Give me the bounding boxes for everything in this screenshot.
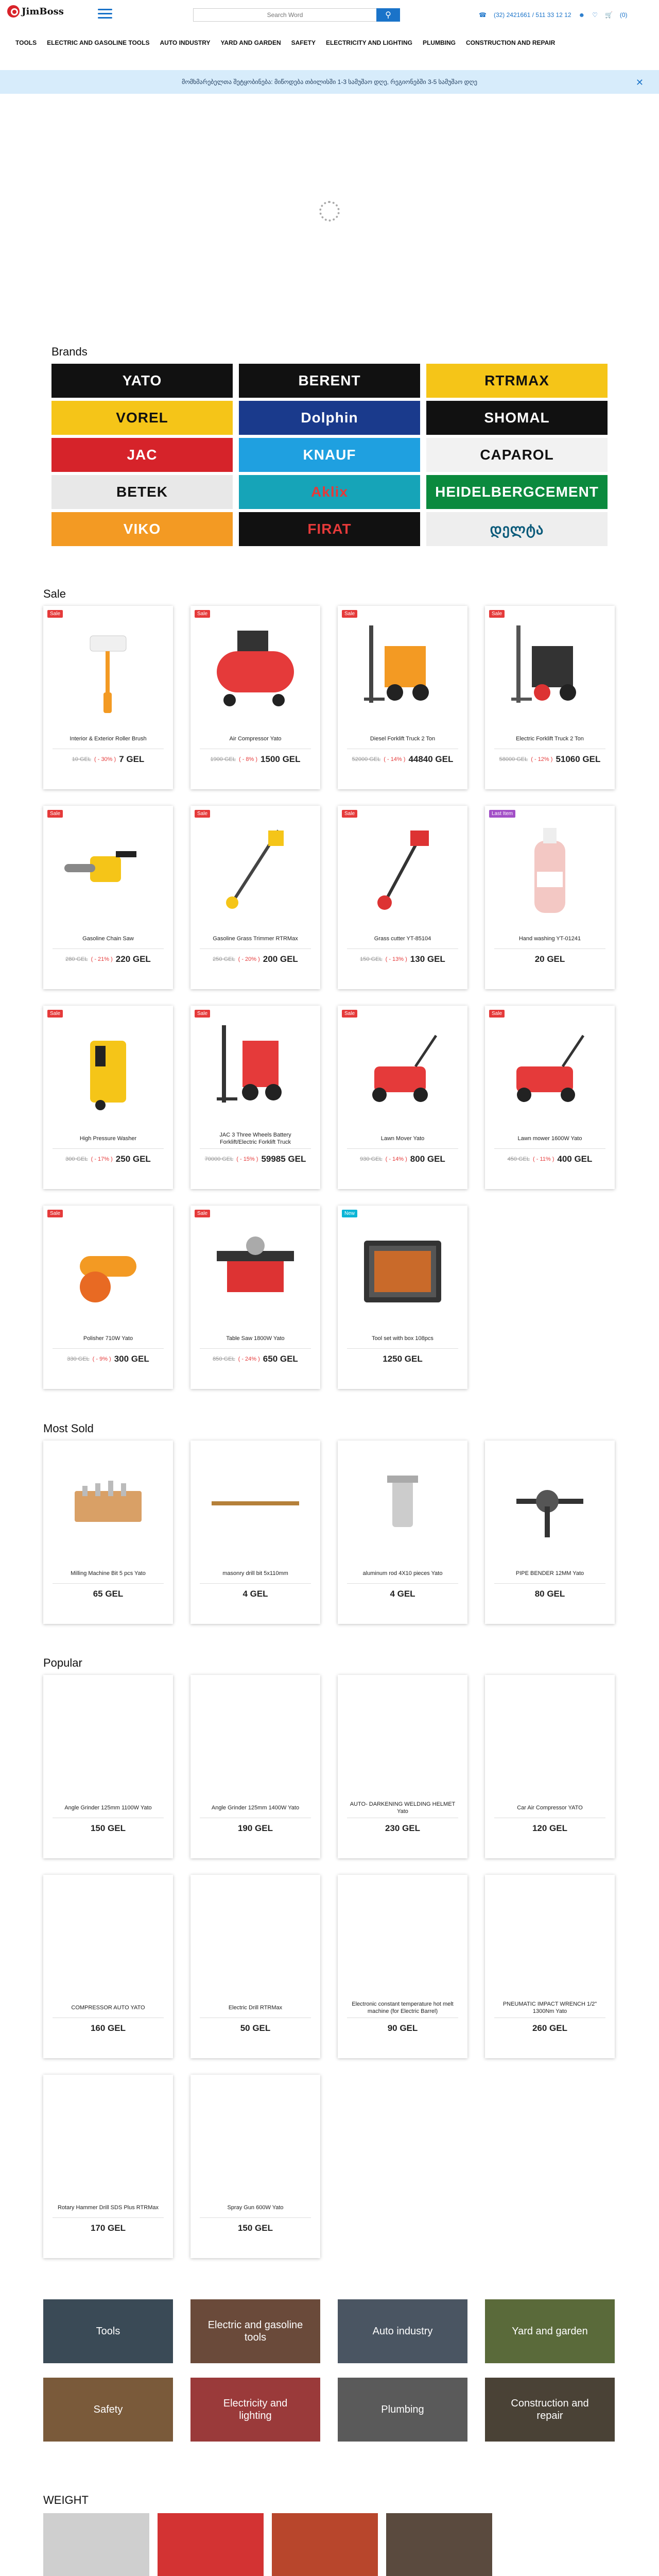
brand-logo[interactable]: დელტა [426,512,608,546]
current-price: 50 GEL [240,2023,271,2033]
product-card[interactable] [190,2075,320,2258]
cart-icon[interactable]: 🛒 [604,11,613,19]
product-badge: Sale [342,610,357,618]
brand-logo[interactable]: FIRAT [239,512,420,546]
product-badge: Sale [342,1010,357,1018]
product-price [347,954,458,964]
product-card[interactable] [338,1440,467,1624]
product-image[interactable] [201,1215,309,1323]
product-image-wrap[interactable] [494,810,605,928]
product-name[interactable]: Table Saw 1800W Yato [200,1328,311,1349]
product-name[interactable]: Car Air Compressor YATO [494,1798,605,1818]
product-image[interactable] [349,1015,457,1123]
product-price [53,954,164,964]
menu-icon[interactable] [98,9,112,19]
product-card[interactable] [190,1206,320,1389]
current-price: 200 GEL [263,954,298,964]
product-badge: Sale [195,810,210,818]
brand-logo[interactable]: Dolphin [239,401,420,435]
weight-banner-image[interactable] [158,2513,264,2576]
old-price: 10 GEL [72,756,91,762]
product-image-wrap[interactable] [494,1879,605,1997]
brand-logo[interactable]: KNAUF [239,438,420,472]
product-price [200,2023,311,2033]
nav-yard-garden[interactable]: YARD AND GARDEN [220,39,281,46]
product-image[interactable] [54,1215,162,1323]
old-price: 250 GEL [213,956,235,962]
product-price [347,754,458,765]
product-card[interactable] [43,1440,173,1624]
current-price: 7 GEL [119,754,145,764]
nav-construction[interactable]: CONSTRUCTION AND REPAIR [465,39,556,46]
current-price: 260 GEL [532,2023,568,2033]
product-badge: Sale [195,1210,210,1217]
product-name[interactable]: Angle Grinder 125mm 1400W Yato [200,1798,311,1818]
weight-banner-image[interactable] [272,2513,378,2576]
brand-logo[interactable]: VIKO [51,512,233,546]
product-card[interactable] [338,606,467,789]
product-card[interactable] [485,1875,615,2058]
section-title: WEIGHT [43,2494,89,2506]
current-price: 230 GEL [385,1823,421,1833]
product-card[interactable] [190,606,320,789]
product-image[interactable] [496,1450,604,1558]
current-price: 300 GEL [114,1354,149,1364]
product-image-wrap[interactable] [53,2079,164,2197]
product-image-wrap[interactable] [200,1679,311,1798]
product-price [53,754,164,765]
product-name[interactable]: Angle Grinder 125mm 1100W Yato [53,1798,164,1818]
old-price: 58000 GEL [499,756,528,762]
product-image[interactable] [201,815,309,923]
product-badge: Sale [47,1210,63,1217]
product-image-wrap[interactable] [200,1210,311,1328]
product-price [53,1823,164,1834]
product-card[interactable] [485,606,615,789]
product-image-wrap[interactable] [200,610,311,728]
product-price [494,1154,605,1164]
product-price [494,954,605,964]
current-price: 150 GEL [90,1823,126,1833]
product-image[interactable] [54,615,162,723]
brand-logo[interactable]: SHOMAL [426,401,608,435]
product-image-wrap[interactable] [347,810,458,928]
product-name[interactable]: Rotary Hammer Drill SDS Plus RTRMax [53,2197,164,2218]
search-bar [193,8,400,22]
product-image[interactable] [349,1450,457,1558]
product-image-wrap[interactable] [200,1879,311,1997]
heart-icon[interactable]: ♡ [592,11,598,19]
product-name[interactable]: Gasoline Chain Saw [53,928,164,949]
product-image-wrap[interactable] [347,1445,458,1563]
search-button[interactable] [376,8,400,22]
product-badge: Sale [489,610,505,618]
nav-electric-tools[interactable]: ELECTRIC AND GASOLINE TOOLS [47,39,150,46]
category-tile[interactable]: Tools [43,2299,173,2363]
discount: ( - 24% ) [238,1356,260,1362]
category-tile[interactable]: Electricity and lighting [190,2378,320,2442]
product-image-wrap[interactable] [200,2079,311,2197]
product-image[interactable] [349,615,457,723]
product-image[interactable] [349,815,457,923]
product-price [494,754,605,765]
old-price: 930 GEL [360,1156,383,1162]
product-card[interactable] [338,806,467,989]
notice-text: მომხმარებელთა შეტყობინება: მიწოდება თბილისში 1-3 სამუშაო დღე, რეგიონებში 3-5 სამუშაო დღე [182,78,477,86]
product-price [200,1823,311,1834]
brand-logo[interactable]: BETEK [51,475,233,509]
product-price [347,1354,458,1364]
weight-section [43,2494,616,2576]
product-card[interactable] [338,1675,467,1858]
search-icon: ⚲ [385,11,391,20]
product-price [494,2023,605,2033]
product-name[interactable]: aluminum rod 4X10 pieces Yato [347,1563,458,1584]
current-price: 4 GEL [390,1589,415,1599]
current-price: 1250 GEL [383,1354,423,1364]
product-image-wrap[interactable] [347,1879,458,1997]
product-price [347,2023,458,2033]
product-image-wrap[interactable] [200,810,311,928]
product-name[interactable]: Electric Forklift Truck 2 Ton [494,728,605,749]
product-card[interactable] [190,806,320,989]
product-image[interactable] [496,615,604,723]
product-name[interactable]: PNEUMATIC IMPACT WRENCH 1/2" 1300Nm Yato [494,1997,605,2018]
old-price: 280 GEL [65,956,88,962]
logo-icon [7,5,20,18]
product-image-wrap[interactable] [53,1210,164,1328]
current-price: 1500 GEL [261,754,301,764]
product-badge: Last Item [489,810,515,818]
current-price: 44840 GEL [408,754,454,764]
product-price [200,2223,311,2233]
product-price [494,1823,605,1834]
product-name[interactable]: Spray Gun 600W Yato [200,2197,311,2218]
discount: ( - 15% ) [236,1156,258,1162]
product-image-wrap[interactable] [53,610,164,728]
brand-logo[interactable]: RTRMAX [426,364,608,398]
brand-logo[interactable]: YATO [51,364,233,398]
product-price [53,1154,164,1164]
current-price: 130 GEL [410,954,445,964]
section-title: Popular [43,1656,82,1669]
discount: ( - 11% ) [533,1156,554,1162]
main-nav [15,36,597,49]
site-header [0,0,659,38]
product-price [200,1589,311,1599]
product-price [53,2023,164,2033]
product-name[interactable]: Air Compressor Yato [200,728,311,749]
site-logo[interactable] [7,5,64,18]
category-tile[interactable]: Safety [43,2378,173,2442]
product-card[interactable] [338,1206,467,1389]
header-contact [479,11,628,19]
discount: ( - 14% ) [385,1156,407,1162]
brand-logo[interactable]: BERENT [239,364,420,398]
current-price: 190 GEL [237,1823,273,1833]
product-name[interactable]: Electronic constant temperature hot melt machine (for Electric Barrel) [347,1997,458,2018]
search-input[interactable] [193,8,376,22]
product-card[interactable] [190,1875,320,2058]
weight-banner-image[interactable] [43,2513,149,2576]
product-card[interactable] [43,806,173,989]
current-price: 120 GEL [532,1823,568,1833]
product-image-wrap[interactable] [347,1210,458,1328]
product-image[interactable] [54,1015,162,1123]
current-price: 800 GEL [410,1154,445,1164]
product-name[interactable]: Electric Drill RTRMax [200,1997,311,2018]
old-price: 330 GEL [67,1356,90,1362]
product-price [53,1354,164,1364]
product-image[interactable] [496,1015,604,1123]
product-image-wrap[interactable] [53,1010,164,1128]
nav-safety[interactable]: SAFETY [291,39,316,46]
section-title: Most Sold [43,1422,94,1435]
category-tile[interactable]: Yard and garden [485,2299,615,2363]
user-icon[interactable]: ☻ [578,11,585,19]
loading-spinner-icon [319,201,340,222]
product-badge: Sale [342,810,357,818]
product-badge: New [342,1210,357,1217]
current-price: 150 GEL [237,2223,273,2233]
cart-count[interactable]: (0) [619,11,628,19]
product-image[interactable] [201,615,309,723]
product-badge: Sale [47,610,63,618]
popular-section [43,1656,616,2258]
brands-section [51,345,608,546]
current-price: 20 GEL [534,954,565,964]
category-tile[interactable]: Construction and repair [485,2378,615,2442]
discount: ( - 30% ) [94,756,116,762]
product-card[interactable] [485,1440,615,1624]
current-price: 4 GEL [242,1589,268,1599]
product-name[interactable]: PIPE BENDER 12MM Yato [494,1563,605,1584]
product-name[interactable]: COMPRESSOR AUTO YATO [53,1997,164,2018]
close-icon[interactable]: ✕ [635,77,644,88]
product-name[interactable]: Diesel Forklift Truck 2 Ton [347,728,458,749]
product-card[interactable] [43,1875,173,2058]
product-image-wrap[interactable] [53,1879,164,1997]
product-image-wrap[interactable] [347,1010,458,1128]
product-card[interactable] [43,1675,173,1858]
old-price: 300 GEL [65,1156,88,1162]
current-price: 650 GEL [263,1354,298,1364]
product-image-wrap[interactable] [494,1010,605,1128]
product-badge: Sale [47,810,63,818]
brand-logo[interactable]: CAPAROL [426,438,608,472]
product-card[interactable] [43,1006,173,1189]
header-phone[interactable]: (32) 2421661 / 511 33 12 12 [493,11,571,19]
product-name[interactable]: Interior & Exterior Roller Brush [53,728,164,749]
product-price [347,1154,458,1164]
product-image[interactable] [201,1450,309,1558]
product-price [494,1589,605,1599]
product-card[interactable] [338,1875,467,2058]
current-price: 90 GEL [387,2023,418,2033]
discount: ( - 9% ) [92,1356,111,1362]
current-price: 220 GEL [115,954,151,964]
product-image[interactable] [54,1450,162,1558]
product-card[interactable] [43,1206,173,1389]
product-name[interactable]: Grass cutter YT-85104 [347,928,458,949]
product-name[interactable]: Polisher 710W Yato [53,1328,164,1349]
product-image[interactable] [54,815,162,923]
current-price: 170 GEL [90,2223,126,2233]
product-image-wrap[interactable] [347,610,458,728]
product-name[interactable]: High Pressure Washer [53,1128,164,1149]
logo-text: JimBoss [22,6,64,17]
category-tiles [43,2299,616,2442]
product-card[interactable] [485,1675,615,1858]
product-image-wrap[interactable] [200,1445,311,1563]
product-image[interactable] [201,1015,309,1123]
product-price [53,1589,164,1599]
category-tile[interactable]: Electric and gasoline tools [190,2299,320,2363]
product-card[interactable] [43,606,173,789]
old-price: 52000 GEL [352,756,381,762]
most-sold-section [43,1422,616,1624]
current-price: 51060 GEL [556,754,601,764]
product-name[interactable]: Lawn Mover Yato [347,1128,458,1149]
discount: ( - 14% ) [384,756,406,762]
product-price [347,1823,458,1834]
nav-tools[interactable]: TOOLS [15,39,37,46]
product-card[interactable] [485,806,615,989]
discount: ( - 20% ) [238,956,260,962]
product-card[interactable] [485,1006,615,1189]
phone-icon: ☎ [479,11,487,19]
category-tile[interactable]: Auto industry [338,2299,467,2363]
product-name[interactable]: JAC 3 Three Wheels Battery Forklift/Electric Forklift Truck [200,1128,311,1149]
product-badge: Sale [195,610,210,618]
product-card[interactable] [190,1440,320,1624]
product-image-wrap[interactable] [53,810,164,928]
product-image[interactable] [349,1215,457,1323]
discount: ( - 12% ) [531,756,553,762]
current-price: 250 GEL [115,1154,151,1164]
product-card[interactable] [338,1006,467,1189]
current-price: 59985 GEL [261,1154,306,1164]
product-price [347,1589,458,1599]
current-price: 65 GEL [93,1589,124,1599]
product-image-wrap[interactable] [53,1445,164,1563]
discount: ( - 17% ) [91,1156,113,1162]
product-image-wrap[interactable] [347,1679,458,1798]
notice-bar [0,70,659,94]
product-name[interactable]: Lawn mower 1600W Yato [494,1128,605,1149]
brand-logo[interactable]: VOREL [51,401,233,435]
old-price: 150 GEL [360,956,383,962]
discount: ( - 13% ) [385,956,407,962]
product-card[interactable] [190,1006,320,1189]
product-image-wrap[interactable] [494,1445,605,1563]
product-image[interactable] [496,815,604,923]
product-badge: Sale [47,1010,63,1018]
product-price [200,1354,311,1364]
weight-banner-image[interactable] [386,2513,492,2576]
product-price [53,2223,164,2233]
section-title: Brands [51,345,88,358]
product-badge: Sale [195,1010,210,1018]
product-price [200,1154,311,1164]
product-price [200,954,311,964]
product-image-wrap[interactable] [53,1679,164,1798]
nav-plumbing[interactable]: PLUMBING [422,39,456,46]
current-price: 160 GEL [90,2023,126,2033]
section-title: Sale [43,587,66,600]
product-name[interactable]: Hand washing YT-01241 [494,928,605,949]
nav-electricity[interactable]: ELECTRICITY AND LIGHTING [325,39,412,46]
old-price: 70000 GEL [204,1156,234,1162]
product-image-wrap[interactable] [494,1679,605,1798]
product-name[interactable]: masonry drill bit 5x110mm [200,1563,311,1584]
old-price: 850 GEL [213,1356,235,1362]
product-name[interactable]: Tool set with box 108pcs [347,1328,458,1349]
product-name[interactable]: Gasoline Grass Trimmer RTRMax [200,928,311,949]
current-price: 80 GEL [534,1589,565,1599]
sale-section [43,587,616,1389]
hero-slider [0,98,659,325]
category-tile[interactable]: Plumbing [338,2378,467,2442]
product-image-wrap[interactable] [200,1010,311,1128]
nav-auto-industry[interactable]: AUTO INDUSTRY [160,39,211,46]
old-price: 450 GEL [507,1156,530,1162]
discount: ( - 8% ) [238,756,258,762]
product-image-wrap[interactable] [494,610,605,728]
discount: ( - 21% ) [91,956,113,962]
brand-logo[interactable]: Aklix [239,475,420,509]
product-name[interactable]: Milling Machine Bit 5 pcs Yato [53,1563,164,1584]
old-price: 1900 GEL [210,756,236,762]
product-card[interactable] [190,1675,320,1858]
product-price [200,754,311,765]
brand-logo[interactable]: HEIDELBERGCEMENT [426,475,608,509]
product-name[interactable]: AUTO- DARKENING WELDING HELMET Yato [347,1798,458,1818]
product-card[interactable] [43,2075,173,2258]
product-badge: Sale [489,1010,505,1018]
current-price: 400 GEL [557,1154,593,1164]
brand-logo[interactable]: JAC [51,438,233,472]
